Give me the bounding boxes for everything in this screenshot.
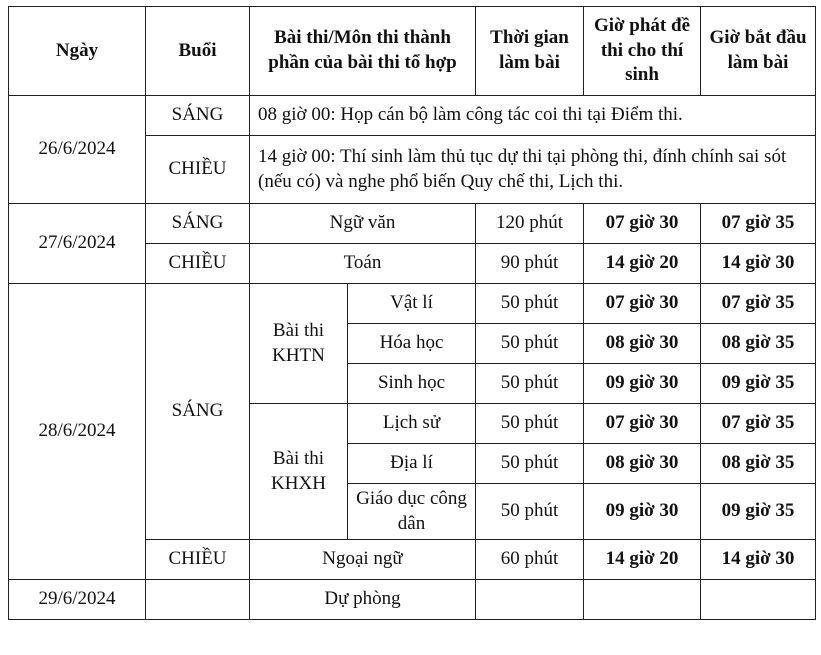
start-time-cell: 07 giờ 35 (701, 204, 816, 244)
header-date: Ngày (9, 7, 146, 96)
distribute-time-cell: 08 giờ 30 (584, 324, 701, 364)
session-cell: SÁNG (146, 284, 250, 540)
distribute-time-cell: 07 giờ 30 (584, 284, 701, 324)
duration-cell: 50 phút (476, 324, 584, 364)
distribute-time-cell: 14 giờ 20 (584, 540, 701, 580)
session-cell (146, 580, 250, 620)
distribute-time-cell: 07 giờ 30 (584, 204, 701, 244)
start-time-cell: 08 giờ 35 (701, 444, 816, 484)
distribute-time-cell: 08 giờ 30 (584, 444, 701, 484)
table-row (9, 580, 816, 620)
subject-cell: Ngữ văn (250, 204, 476, 244)
session-cell: CHIỀU (146, 540, 250, 580)
subject-cell: Địa lí (348, 444, 476, 484)
subject-cell: Giáo dục công dân (348, 484, 476, 540)
group-cell-khxh: Bài thi KHXH (250, 404, 348, 540)
start-time-cell: 14 giờ 30 (701, 244, 816, 284)
header-subject: Bài thi/Môn thi thành phần của bài thi tổ hợp (250, 7, 476, 96)
start-time-cell: 07 giờ 35 (701, 404, 816, 444)
subject-cell: Lịch sử (348, 404, 476, 444)
note-cell: 08 giờ 00: Họp cán bộ làm công tác coi thi tại Điểm thi. (250, 96, 816, 136)
session-cell: SÁNG (146, 96, 250, 136)
duration-cell: 50 phút (476, 484, 584, 540)
start-time-cell: 14 giờ 30 (701, 540, 816, 580)
start-time-cell: 09 giờ 35 (701, 484, 816, 540)
distribute-time-cell: 09 giờ 30 (584, 364, 701, 404)
header-session: Buổi (146, 7, 250, 96)
date-cell: 29/6/2024 (9, 580, 146, 620)
start-time-cell: 07 giờ 35 (701, 284, 816, 324)
table-row (9, 284, 816, 324)
start-time-cell: 08 giờ 35 (701, 324, 816, 364)
subject-cell: Toán (250, 244, 476, 284)
date-cell: 26/6/2024 (9, 96, 146, 204)
header-row (9, 7, 816, 96)
duration-cell: 120 phút (476, 204, 584, 244)
duration-cell: 50 phút (476, 404, 584, 444)
start-time-cell (701, 580, 816, 620)
duration-cell: 50 phút (476, 284, 584, 324)
subject-cell: Sinh học (348, 364, 476, 404)
header-duration: Thời gian làm bài (476, 7, 584, 96)
subject-cell: Ngoại ngữ (250, 540, 476, 580)
subject-cell: Hóa học (348, 324, 476, 364)
duration-cell: 90 phút (476, 244, 584, 284)
subject-cell: Dự phòng (250, 580, 476, 620)
exam-schedule-table (8, 6, 816, 620)
table-row (9, 204, 816, 244)
session-cell: SÁNG (146, 204, 250, 244)
duration-cell: 50 phút (476, 444, 584, 484)
duration-cell (476, 580, 584, 620)
session-cell: CHIỀU (146, 136, 250, 204)
start-time-cell: 09 giờ 35 (701, 364, 816, 404)
distribute-time-cell (584, 580, 701, 620)
date-cell: 27/6/2024 (9, 204, 146, 284)
date-cell: 28/6/2024 (9, 284, 146, 580)
session-cell: CHIỀU (146, 244, 250, 284)
duration-cell: 50 phút (476, 364, 584, 404)
table-row (9, 96, 816, 136)
distribute-time-cell: 14 giờ 20 (584, 244, 701, 284)
subject-cell: Vật lí (348, 284, 476, 324)
duration-cell: 60 phút (476, 540, 584, 580)
group-cell-khtn: Bài thi KHTN (250, 284, 348, 404)
distribute-time-cell: 07 giờ 30 (584, 404, 701, 444)
header-distribute-time: Giờ phát đề thi cho thí sinh (584, 7, 701, 96)
note-cell: 14 giờ 00: Thí sinh làm thủ tục dự thi tại phòng thi, đính chính sai sót (nếu có) và nghe phổ biến Quy chế thi, Lịch thi. (250, 136, 816, 204)
header-start-time: Giờ bắt đầu làm bài (701, 7, 816, 96)
distribute-time-cell: 09 giờ 30 (584, 484, 701, 540)
